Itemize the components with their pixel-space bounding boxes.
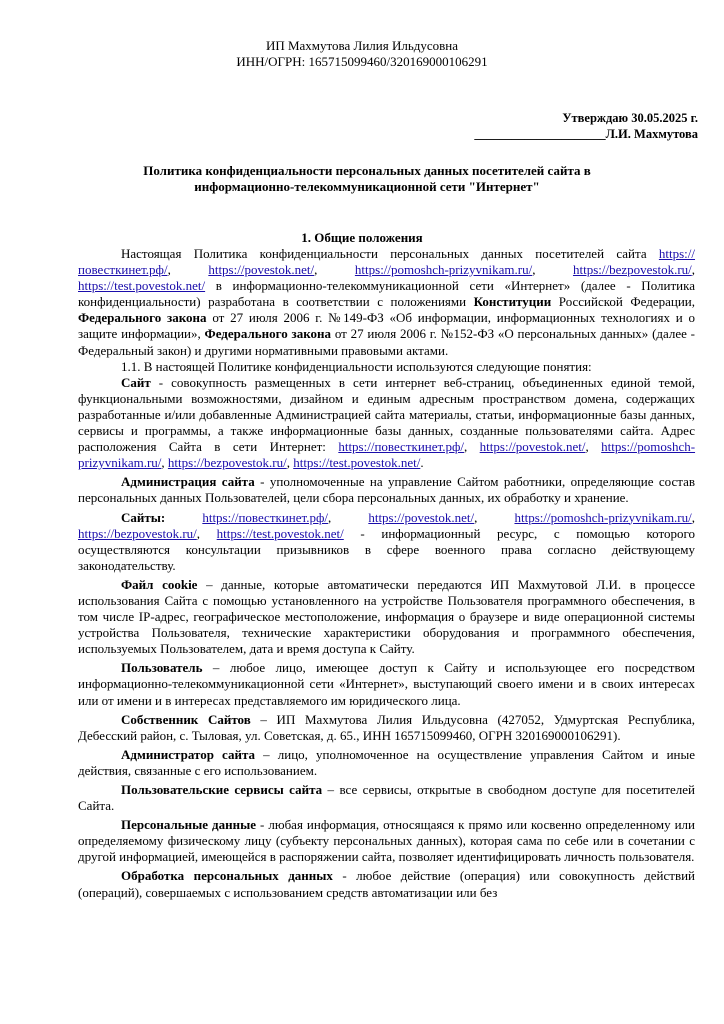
definition-text: - любое действие (операция) или совокупность действий (операций), совершаемых с использованием средств автоматизации или без [78, 868, 696, 900]
definition-sites: Сайты: https://повесткинет.рф/, https://povestok.net/, https://pomoshch-prizyvnikam.ru/, https://bezpovestok.ru/, https://test.povestok.net/ - информационный ресурс, с помощью которого осуществляются консультации призывников в сфере военного права согласно действующему законодательству. [78, 509, 696, 573]
intro-text: Российской Федерации, [558, 294, 696, 310]
approval-signature: _____________________Л.И. Махмутова [474, 127, 698, 141]
intro-bold: Конституции [473, 294, 552, 310]
definition-user [78, 660, 695, 708]
definition-personal-data [78, 817, 695, 865]
definition-text: – ИП Махмутова Лилия Ильдусовна (427052, Удмуртская Республика, Дебесский район, с. Тыловая, ул. Советская, д. 65., ИНН 165715099460, ОГРН 320169000106291). [78, 711, 695, 743]
intro-text: от 27 июля 2006 г. №149-ФЗ «Об информации, информационных технологиях и о защите информации», [78, 310, 696, 342]
link-pomoshch[interactable]: https://pomoshch-prizyvnikam.ru/ [78, 439, 696, 471]
link-test-povestok[interactable]: https://test.povestok.net/ [78, 278, 206, 294]
document-body [78, 246, 695, 904]
definition-text: – все сервисы, открытые в свободном доступе для посетителей Сайта. [78, 782, 695, 814]
intro-bold: Федерального закона [204, 326, 332, 342]
definition-text: - информационный ресурс, с помощью которого осуществляются консультации призывников в сфере военного права согласно действующему законодательству. [78, 525, 695, 573]
link-pomoshch[interactable]: https://pomoshch-prizyvnikam.ru/ [354, 262, 533, 278]
link-povestkinet[interactable]: https://повесткинет.рф/ [202, 509, 328, 525]
definition-administration [78, 474, 695, 506]
definition-text: - уполномоченные на управление Сайтом работники, определяющие состав персональных данных Пользователей, цели сбора персональных данных, их обработку и хранение. [78, 474, 696, 506]
term: Сайт [121, 374, 151, 390]
intro-text: от 27 июля 2006 г. №152-ФЗ «О персональных данных» (далее - Федеральный закон) и другими нормативными правовыми актами. [78, 326, 696, 358]
definition-cookie [78, 577, 695, 657]
intro-text: Настоящая Политика конфиденциальности персональных данных посетителей сайта [121, 246, 647, 261]
term: Файл cookie [121, 576, 198, 592]
intro-bold: Федерального закона [78, 310, 207, 326]
definition-processing [78, 868, 695, 900]
definition-text: – любое лицо, имеющее доступ к Сайту и использующее его посредством информационно-телекоммуникационной сети «Интернет», выступающий своего имени и в своих интересах или от имени и в интересах представляемого им юридического лица. [78, 660, 696, 708]
link-povestkinet[interactable]: https://повесткинет.рф/ [338, 439, 464, 455]
approval-date: Утверждаю 30.05.2025 г. [562, 111, 698, 125]
header-ids: ИНН/ОГРН: 165715099460/320169000106291 [236, 54, 488, 69]
link-povestok[interactable]: https://povestok.net/ [208, 262, 315, 278]
section-heading: 1. Общие положения [301, 230, 423, 245]
term: Сайты: [121, 509, 166, 525]
link-bezpovestok[interactable]: https://bezpovestok.ru/ [167, 455, 287, 471]
link-povestkinet[interactable]: https://повесткинет.рф/ [78, 246, 696, 278]
link-pomoshch[interactable]: https://pomoshch-prizyvnikam.ru/ [514, 509, 692, 525]
term: Собственник Сайтов [121, 711, 251, 727]
definition-text: – лицо, уполномоченное на осуществление управления Сайтом и иные действия, связанные с его использованием. [78, 746, 696, 778]
link-povestok[interactable]: https://povestok.net/ [368, 509, 475, 525]
link-bezpovestok[interactable]: https://bezpovestok.ru/ [78, 525, 197, 541]
link-bezpovestok[interactable]: https://bezpovestok.ru/ [572, 262, 692, 278]
definition-text: – данные, которые автоматически передаются ИП Махмутовой Л.И. в процессе использования Сайта с помощью установленного на устройстве Пользователя программного обеспечения, в том числе IP-адрес, географическое местоположение, информация о браузере и виде операционной системы устройства Пользователя, технические характеристики оборудования и программного обеспечения, используемых Пользователем, дата и время доступа к Сайту. [78, 576, 695, 657]
definition-text: - совокупность размещенных в сети интернет веб-страниц, объединенных единой темой, функциональными возможностями, дизайном и единым адресным пространством домена, содержащих разработанные и/или добавленные Администрацией сайта материалы, статьи, информационные базы данных, сервисы и программы, а также информационные базы данных, созданные пользователями сайта. Адрес расположения Сайта в сети Интернет: [78, 374, 695, 455]
term: Персональные данные [121, 817, 257, 833]
link-povestok[interactable]: https://povestok.net/ [479, 439, 586, 455]
intro-text: в информационно-телекоммуникационной сети «Интернет» (далее - Политика конфиденциальности) разработана в соответствии с положениями [78, 278, 695, 310]
term: Обработка персональных данных [121, 868, 333, 884]
term: Администратор сайта [121, 746, 256, 762]
definition-user-services [78, 782, 695, 814]
link-test-povestok[interactable]: https://test.povestok.net/ [216, 525, 344, 541]
link-test-povestok[interactable]: https://test.povestok.net/ [293, 455, 421, 471]
definition-text: - любая информация, относящаяся к прямо или косвенно определенному или определяемому физическому лицу (субъекту персональных данных), которая сама по себе или в сочетании с другой информацией, имеющейся в распоряжении сайта, позволяет идентифицировать личность пользователя. [78, 817, 695, 865]
term: Пользовательские сервисы сайта [121, 782, 323, 797]
intro-paragraph: Настоящая Политика конфиденциальности персональных данных посетителей сайта https://повесткинет.рф/, https://povestok.net/, https://pomoshch-prizyvnikam.ru/, https://bezpovestok.ru/, https://test.povestok.net/ в информационно-телекоммуникационной сети «Интернет» (далее - Политика конфиденциальности) разработана в соответствии с положениями Конституции Российской Федерации, Федерального закона от 27 июля 2006 г. №149-ФЗ «Об информации, информационных технологиях и о защите информации», Федерального закона от 27 июля 2006 г. №152-ФЗ «О персональных данных» (далее - Федеральный закон) и другими нормативными правовыми актами. [78, 246, 696, 358]
definition-owner [78, 712, 695, 744]
document-title-line2: информационно-телекоммуникационной сети "Интернет" [194, 179, 540, 194]
document-title-line1: Политика конфиденциальности персональных данных посетителей сайта в [143, 163, 591, 178]
definition-site-admin [78, 747, 695, 779]
clause-1-1: 1.1. В настоящей Политике конфиденциальности используются следующие понятия: [121, 358, 592, 374]
definition-site: Сайт - совокупность размещенных в сети интернет веб-страниц, объединенных единой темой, функциональными возможностями, дизайном и единым адресным пространством домена, содержащих разработанные и/или добавленные Администрацией сайта материалы, статьи, информационные базы данных, сервисы и программы, а также информационные базы данных, созданные пользователями сайта. Адрес расположения Сайта в сети Интернет: https://повесткинет.рф/, https://povestok.net/, https://pomoshch-prizyvnikam.ru/, https://bezpovestok.ru/, https://test.povestok.net/. [78, 374, 696, 471]
term: Пользователь [121, 660, 203, 676]
term: Администрация сайта [121, 474, 255, 490]
header-owner: ИП Махмутова Лилия Ильдусовна [265, 38, 459, 53]
